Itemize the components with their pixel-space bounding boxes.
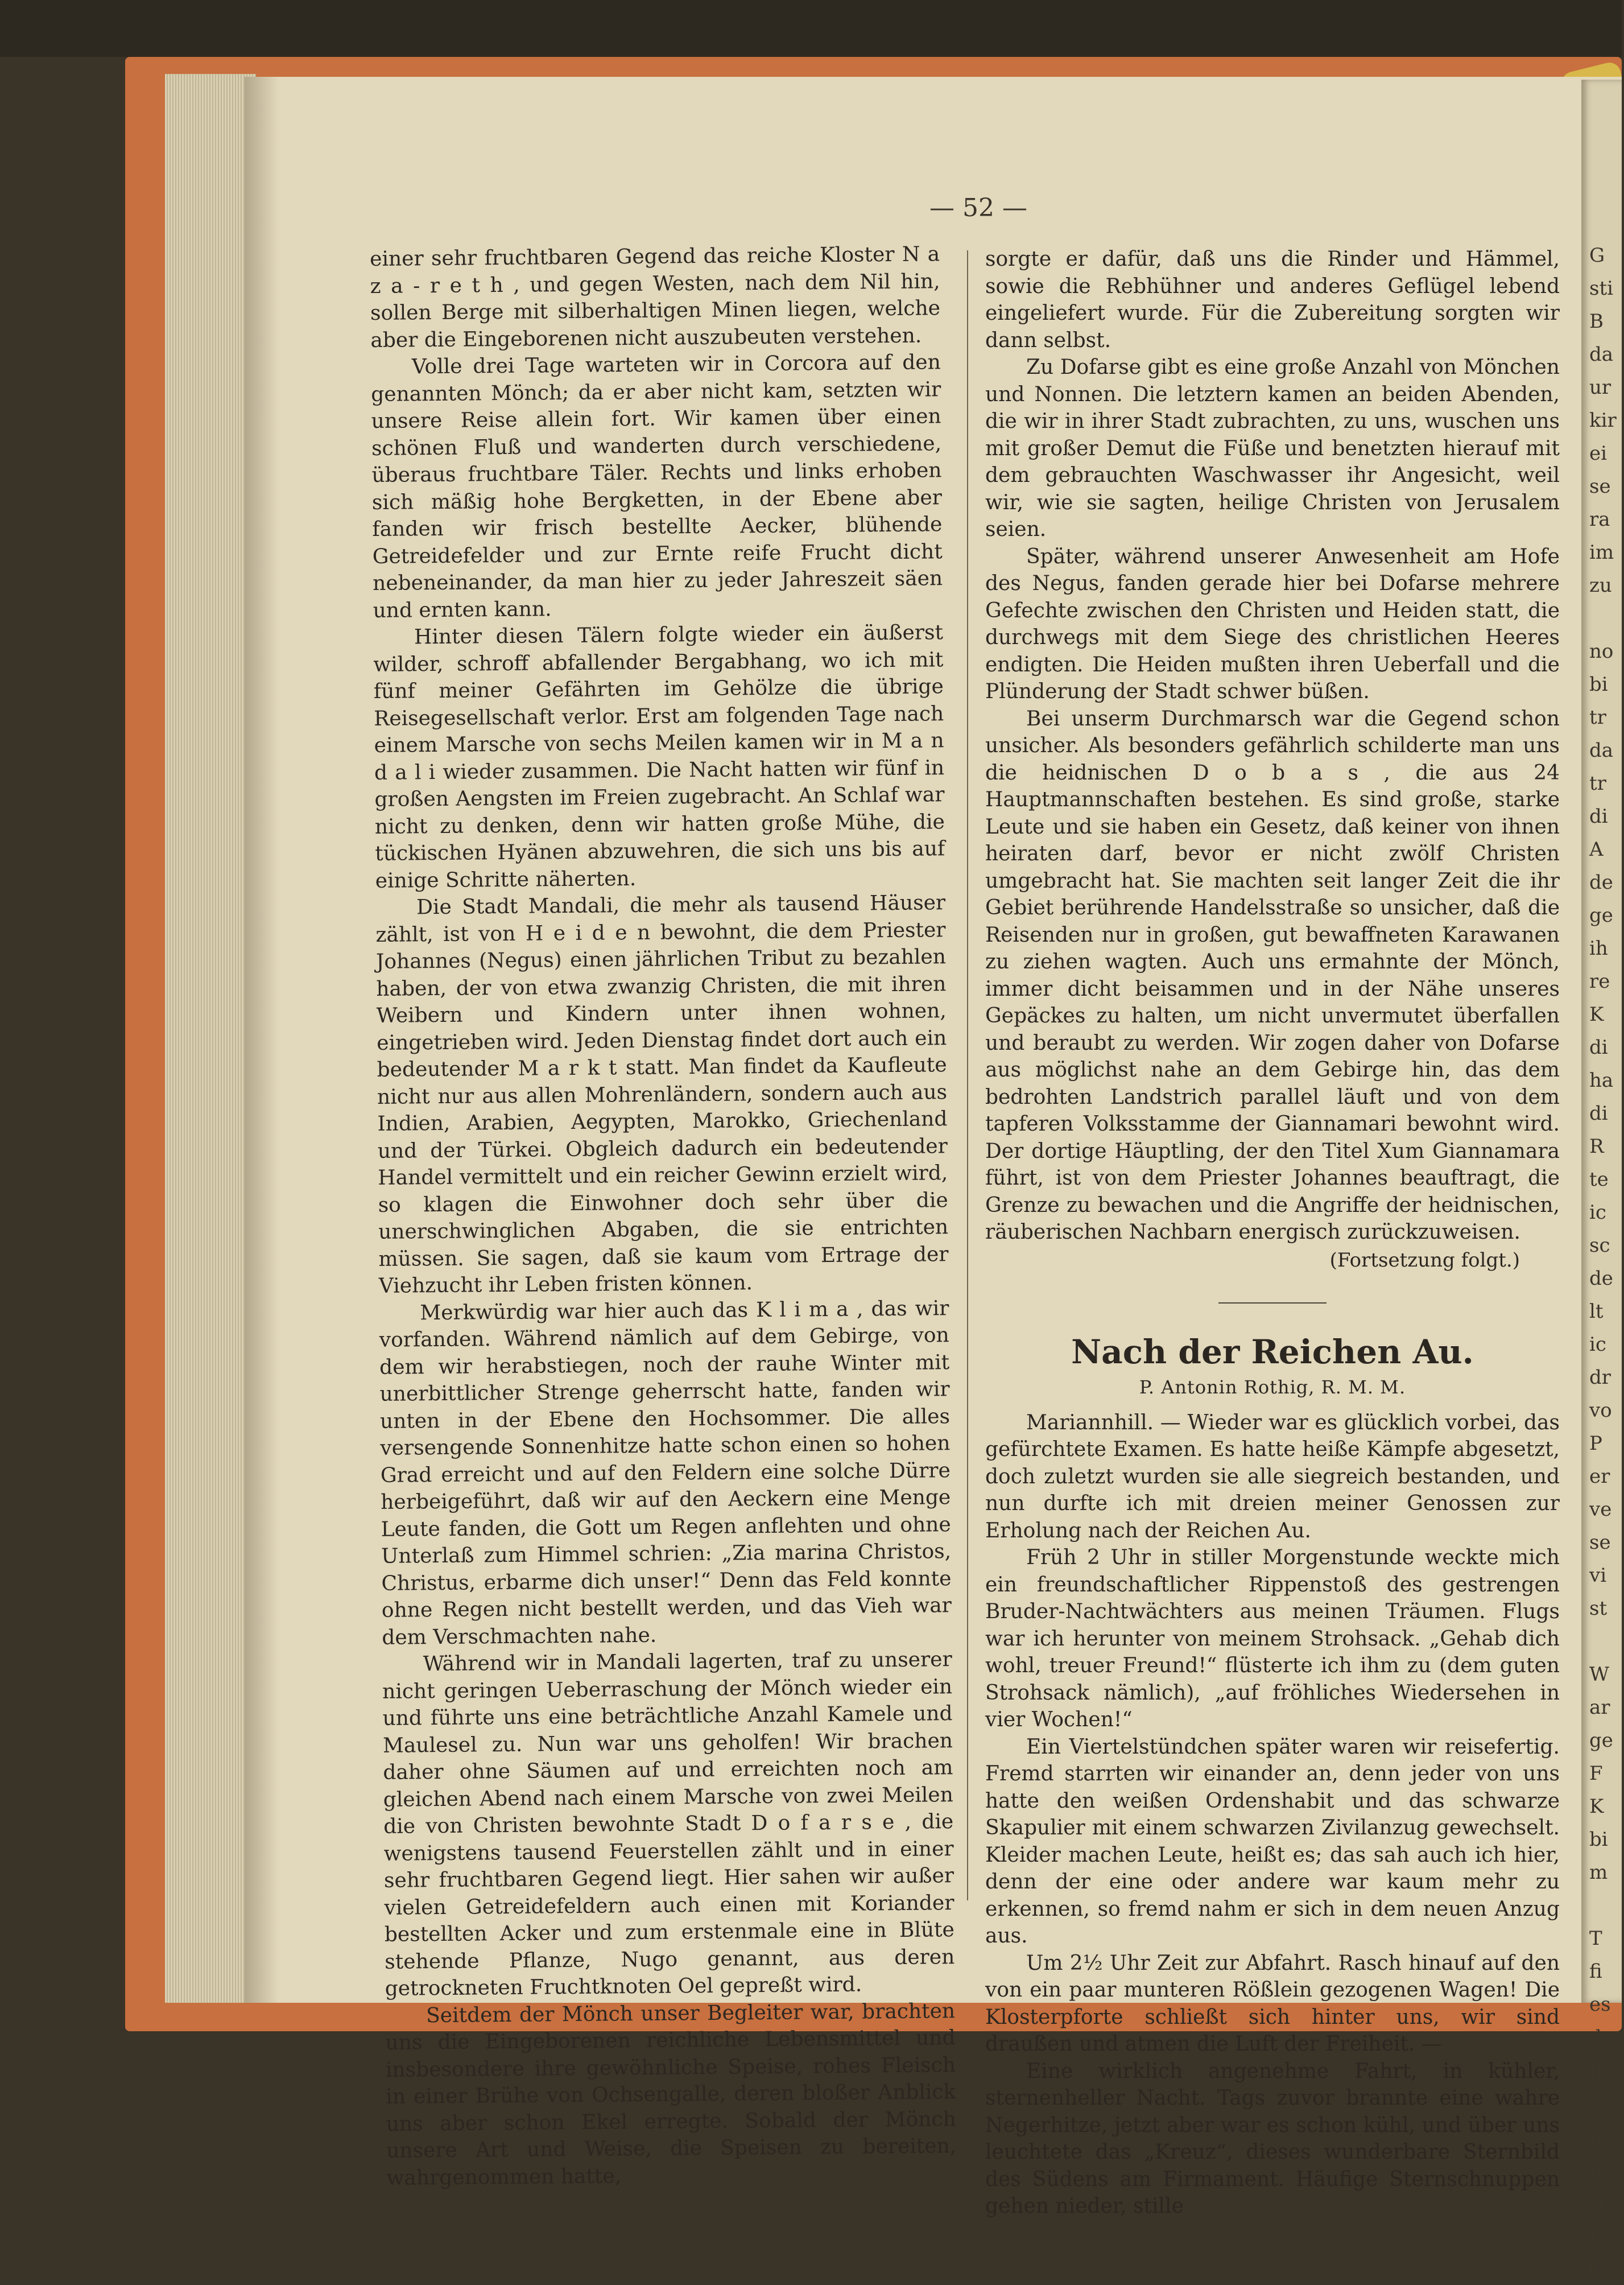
- paragraph: Die Stadt Mandali, die mehr als tausend Häuser zählt, ist von H e i d e n bewohnt, die dem Priester Johannes (Negus) einen jährlichen Tribut zu bezahlen haben, der von etwa zwanzig Christen, die mit ihren Weibern und Kindern unter ihnen wohnen, eingetrieben wird. Jeden Dienstag findet dort auch ein bedeutender M a r k t statt. Man findet da Kaufleute nicht nur aus allen Mohrenländern, sondern auch aus Indien, Arabien, Aegypten, Marokko, Griechenland und der Türkei. Obgleich dadurch ein bedeutender Handel vermittelt und ein reicher Gewinn erzielt wird, so klagen die Einwohner doch sehr über die unerschwinglichen Abgaben, die sie entrichten müssen. Sie sagen, daß sie kaum vom Ertrage der Viehzucht ihr Leben fristen können.: [375, 891, 949, 1298]
- paragraph: Früh 2 Uhr in stiller Morgenstunde weckte mich ein freundschaftlicher Rippenstoß des gestrengen Bruder-Nachtwächters aus meinen Träumen. Flugs war ich herunter von meinem Strohsack. „Gehab dich wohl, treuer Freund!“ flüsterte ich ihm zu (dem guten Strohsack nämlich), „auf fröhliches Wiedersehen in vier Wochen!“: [985, 1546, 1560, 1731]
- page-number: — 52 —: [929, 193, 1027, 222]
- backdrop: [0, 0, 1622, 57]
- gutter-shadow: [245, 77, 279, 2003]
- paragraph: Ein Viertelstündchen später waren wir reisefertig. Fremd starrten wir einander an, denn jeder von uns hatte den weißen Ordenshabit und das schwarze Skapulier mit einem schwarzen Zivilanzug gewechselt. Kleider machen Leute, heißt es; das sah auch ich hier, denn der eine oder andere war kaum mehr zu erkennen, so fremd nahm er sich in dem neuen Anzug aus.: [985, 1735, 1560, 1948]
- paragraph: sorgte er dafür, daß uns die Rinder und Hämmel, sowie die Rebhühner und anderes Geflügel lebend eingeliefert wurde. Für die Zubereitung sorgten wir dann selbst.: [985, 248, 1560, 352]
- page-stack-edges: [165, 74, 256, 2003]
- paragraph: Später, während unserer Anwesenheit am Hofe des Negus, fanden gerade hier bei Dofarse mehrere Gefechte zwischen den Christen und Heiden statt, die durchwegs mit dem Siege des christlichen Heeres endigten. Die Heiden mußten ihren Ueberfall und die Plünderung der Stadt schwer büßen.: [985, 545, 1560, 703]
- paragraph: Volle drei Tage warteten wir in Corcora auf den genannten Mönch; da er aber nicht kam, setzten wir unsere Reise allein fort. Wir kamen über einen schönen Fluß und wanderten durch verschiedene, überaus fruchtbare Täler. Rechts und links erhoben sich mäßig hohe Bergketten, in der Ebene aber fanden wir frisch bestellte Aecker, blühende Getreidefelder und zur Ernte reife Frucht dicht nebeneinander, da man hier zu jeder Jahreszeit säen und ernten kann.: [371, 350, 943, 622]
- paragraph: Während wir in Mandali lagerten, traf zu unserer nicht geringen Ueberraschung der Mönch wieder ein und führte uns eine beträchtliche Anzahl Kamele und Maulesel zu. Nun war uns geholfen! Wir brachen daher ohne Säumen auf und erreichten noch am gleichen Abend nach einem Marsche von zwei Meilen die von Christen bewohnte Stadt D o f a r s e , die wenigstens tausend Feuerstellen zählt und in einer sehr fruchtbaren Gegend liegt. Hier sahen wir außer vielen Getreidefeldern auch einen mit Koriander bestellten Acker und zum erstenmale eine in Blüte stehende Pflanze, Nugo genannt, aus deren getrockneten Fruchtknoten Oel gepreßt wird.: [382, 1648, 955, 2001]
- left-column: [370, 241, 957, 2192]
- next-page-edge: [1581, 80, 1622, 2280]
- paragraph: Bei unserm Durchmarsch war die Gegend schon unsicher. Als besonders gefährlich schilderte man uns die heidnischen D o b a s , die aus 24 Hauptmannschaften bestehen. Es sind große, starke Leute und sie haben ein Gesetz, daß keiner von ihnen heiraten darf, bevor er nicht zwölf Christen umgebracht hat. Sie machten seit langer Zeit die ihr Gebiet berührende Handelsstraße so unsicher, daß die Reisenden nur in großen, gut bewaffneten Karawanen zu ziehen wagten. Auch uns ermahnte der Mönch, immer dicht beisammen und in der Nähe unseres Gepäckes zu halten, um nicht unvermutet überfallen und beraubt zu werden. Wir zogen daher von Dofarse aus möglichst nahe an dem Gebirge hin, das dem bedrohten Landstrich parallel läuft und von dem tapferen Volksstamme der Giannamari bewohnt wird. Der dortige Häuptling, der den Titel Xum Giannamara führt, ist von dem Priester Johannes beauftragt, die Grenze zu bewachen und die Angriffe der heidnischen, räuberischen Nachbarn energisch zurückzuweisen.: [985, 707, 1560, 1244]
- article-byline: P. Antonin Rothig, R. M. M.: [1139, 1376, 1406, 1398]
- article-title: Nach der Reichen Au.: [1071, 1333, 1474, 1371]
- paragraph: Merkwürdig war hier auch das K l i m a , das wir vorfanden. Während nämlich auf dem Gebirge, von dem wir herabstiegen, noch der rauhe Winter mit unerbittlicher Strenge geherrscht hatte, fanden wir unten in der Ebene den Hochsommer. Die alles versengende Sonnenhitze hatte schon einen so hohen Grad erreicht und auf den Feldern eine solche Dürre herbeigeführt, daß wir auf den Aeckern eine Menge Leute fanden, die Gott um Regen anflehten und ohne Unterlaß zum Himmel schrien: „Zia marina Christos, Christus, erbarme dich unser!“ Denn das Feld konnte ohne Regen nicht bestellt werden, und das Vieh war dem Verschmachten nahe.: [379, 1296, 952, 1649]
- right-column: [985, 246, 1560, 2220]
- paragraph: Um 2½ Uhr Zeit zur Abfahrt. Rasch hinauf auf den von ein paar munteren Rößlein gezogenen Wagen! Die Klosterpforte schließt sich hinter uns, wir sind draußen und atmen die Luft der Freiheit. —: [985, 1951, 1560, 2056]
- paragraph: Seitdem der Mönch unser Begleiter war, brachten uns die Eingeborenen reichliche Lebensmittel und insbesondere ihre gewöhnliche Speise, rohes Fleisch in einer Brühe von Ochsengalle, deren bloßer Anblick uns aber schon Ekel erregte. Sobald der Mönch unsere Art und Weise, die Speisen zu bereiten, wahrgenommen hatte,: [385, 1999, 957, 2190]
- next-page-text-fragment: G sti B da ur kir ei se ra im zu no bi tr da tr di A de ge ih re K di ha di R te ic sc de lt ic dr vo P er ve se vi st W ar ge F K bi m T fi es d fi se u p G F d: [1589, 244, 1617, 2280]
- paragraph: einer sehr fruchtbaren Gegend das reiche Kloster N a z a - r e t h , und gegen Westen, nach dem Nil hin, sollen Berge mit silberhaltigen Minen liegen, welche aber die Eingeborenen nicht auszubeuten verstehen.: [370, 242, 941, 352]
- paragraph: Hinter diesen Tälern folgte wieder ein äußerst wilder, schroff abfallender Bergabhang, wo ich mit fünf meiner Gefährten im Gehölze die übrige Reisegesellschaft verlor. Erst am folgenden Tage nach einem Marsche von sechs Meilen kamen wir in M a n d a l i wieder zusammen. Die Nacht hatten wir fünf in großen Aengsten im Freien zugebracht. An Schlaf war nicht zu denken, denn wir hatten große Mühe, die tückischen Hyänen abzuwehren, die sich uns bis auf einige Schritte näherten.: [373, 621, 945, 893]
- paragraph: Zu Dofarse gibt es eine große Anzahl von Mönchen und Nonnen. Die letztern kamen an beiden Abenden, die wir in ihrer Stadt zubrachten, zu uns, wuschen uns mit großer Demut die Füße und benetzten hierauf mit dem gebrauchten Waschwasser ihr Angesicht, weil wir, wie sie sagten, heilige Christen von Jerusalem seien.: [985, 356, 1560, 541]
- column-divider: [967, 250, 968, 1900]
- paragraph: Mariannhill. — Wieder war es glücklich vorbei, das gefürchtete Examen. Es hatte heiße Kämpfe abgesetzt, doch zuletzt wurden sie alle siegreich bestanden, und nun durfte ich mit dreien meiner Genossen zur Erholung nach der Reichen Au.: [985, 1410, 1560, 1542]
- continuation-note: (Fortsetzung folgt.): [1329, 1248, 1520, 1272]
- paragraph: Eine wirklich angenehme Fahrt, in kühler, sternenheller Nacht. Tags zuvor brannte eine wahre Negerhitze, jetzt aber war es schon kühl, und über uns leuchtete das „Kreuz“, dieses wunderbare Sternbild des Südens am Firmament. Häufige Sternschnuppen gehen nieder, stille: [985, 2059, 1560, 2218]
- section-rule: [1218, 1302, 1327, 1304]
